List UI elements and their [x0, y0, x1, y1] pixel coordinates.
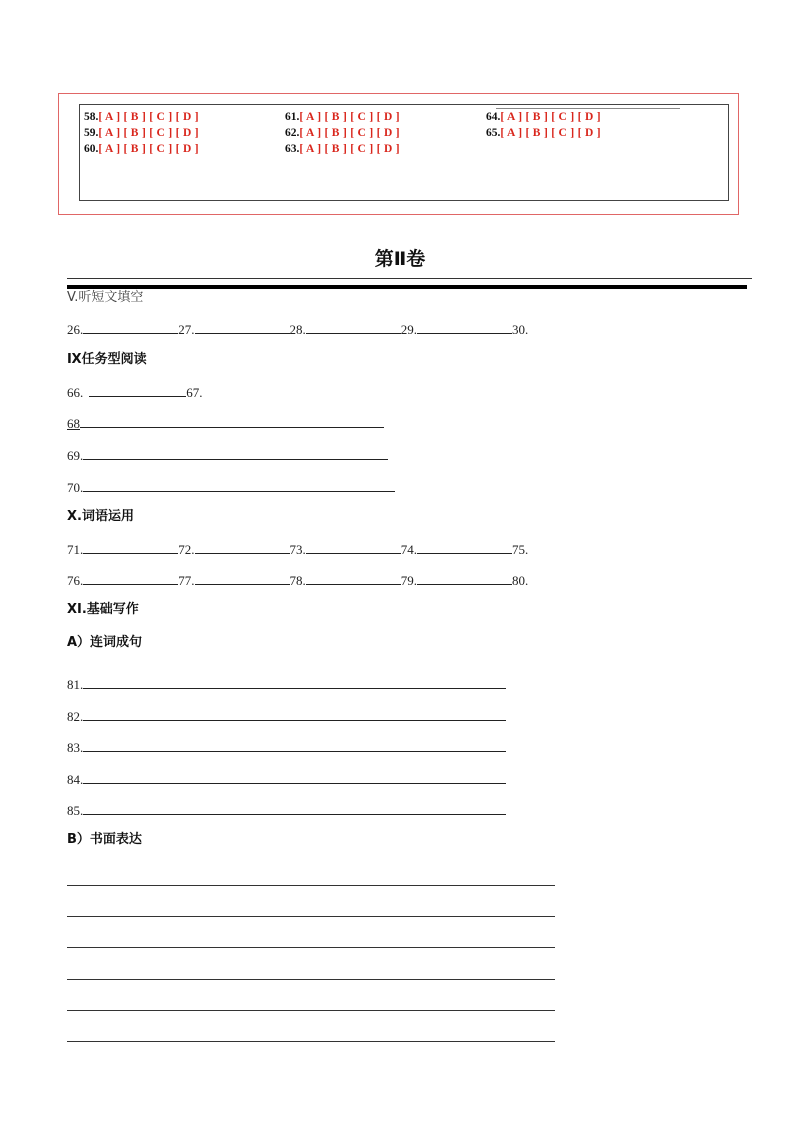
answer-blank: [83, 446, 388, 460]
question-number: 30.: [512, 322, 529, 337]
answer-blank: [306, 320, 401, 334]
question-number: 62.: [285, 127, 300, 139]
question-number: 71.: [67, 542, 84, 557]
sentence-line: [67, 770, 506, 788]
answer-blank: [83, 540, 178, 554]
question-number: 64.: [486, 111, 501, 123]
answer-options: [ A ] [ B ] [ C ] [ D ]: [98, 127, 199, 139]
question-number: 85.: [67, 803, 84, 818]
question-number: 26.: [67, 322, 84, 337]
section-task-reading-heading: Ⅸ任务型阅读: [67, 352, 147, 367]
section-listening-heading: V.听短文填空: [67, 290, 144, 305]
question-number: 83.: [67, 740, 84, 755]
essay-line: [67, 1010, 555, 1011]
answer-row: [285, 126, 400, 140]
answer-row: [486, 126, 601, 140]
answer-options: [ A ] [ B ] [ C ] [ D ]: [98, 111, 199, 123]
answer-row: [486, 110, 601, 124]
answer-row: [84, 110, 199, 124]
essay-line: [67, 947, 555, 948]
answer-blank: [195, 540, 290, 554]
answer-blank: [306, 571, 401, 585]
answer-options: [ A ] [ B ] [ C ] [ D ]: [500, 127, 601, 139]
answer-blank: [83, 320, 178, 334]
sentence-line: [67, 738, 506, 756]
vocab-answer-row-2: [67, 571, 528, 589]
task-line-70: [67, 478, 395, 496]
essay-line: [67, 916, 555, 917]
question-number: 80.: [512, 573, 529, 588]
answer-blank: [83, 801, 506, 815]
answer-blank: [83, 738, 506, 752]
answer-box-rule: [496, 108, 680, 109]
answer-blank: [195, 571, 290, 585]
question-number: 60.: [84, 143, 99, 155]
question-number: 27.: [178, 322, 195, 337]
sentence-line: [67, 675, 506, 693]
question-number: 75.: [512, 542, 529, 557]
answer-blank: [306, 540, 401, 554]
answer-blank: [83, 571, 178, 585]
answer-options: [ A ] [ B ] [ C ] [ D ]: [98, 143, 199, 155]
question-number: 67.: [186, 385, 203, 400]
question-number: 68: [67, 416, 80, 431]
answer-blank: [417, 571, 512, 585]
sentence-line: [67, 801, 506, 819]
answer-row: [84, 142, 199, 156]
answer-options: [ A ] [ B ] [ C ] [ D ]: [299, 143, 400, 155]
title-rule-thin: [67, 278, 752, 279]
answer-options: [ A ] [ B ] [ C ] [ D ]: [299, 127, 400, 139]
essay-line: [67, 979, 555, 980]
section-vocab-heading: X.词语运用: [67, 509, 134, 524]
task-reading-row: [67, 383, 203, 401]
question-number: 77.: [178, 573, 195, 588]
essay-line: [67, 885, 555, 886]
answer-blank: [417, 320, 512, 334]
question-number: 79.: [400, 573, 417, 588]
question-number: 78.: [289, 573, 306, 588]
question-number: 74.: [400, 542, 417, 557]
question-number: 65.: [486, 127, 501, 139]
answer-blank: [195, 320, 290, 334]
essay-line: [67, 1041, 555, 1042]
answer-blank: [89, 383, 186, 397]
question-number: 58.: [84, 111, 99, 123]
question-number: 63.: [285, 143, 300, 155]
answer-options: [ A ] [ B ] [ C ] [ D ]: [500, 111, 601, 123]
section-writing-heading: XI.基础写作: [67, 602, 139, 617]
question-number: 84.: [67, 771, 84, 787]
answer-blank: [83, 675, 506, 689]
question-number: 72.: [178, 542, 195, 557]
task-line-69: [67, 446, 388, 464]
question-number: 61.: [285, 111, 300, 123]
answer-row: [285, 110, 400, 124]
question-number: 70.: [67, 480, 84, 495]
question-number: 28.: [289, 322, 306, 337]
question-number: 59.: [84, 127, 99, 139]
writing-part-a-heading: A）连词成句: [67, 635, 143, 650]
answer-blank: [83, 478, 395, 492]
page-title: 第Ⅱ卷: [374, 248, 426, 270]
question-number: 82.: [67, 708, 84, 724]
question-number: 69.: [67, 448, 84, 463]
answer-row: [285, 142, 400, 156]
title-rule-thick: [67, 285, 747, 289]
answer-blank: [80, 414, 384, 428]
writing-part-b-heading: B）书面表达: [67, 832, 142, 847]
answer-blank: [417, 540, 512, 554]
answer-options: [ A ] [ B ] [ C ] [ D ]: [299, 111, 400, 123]
question-number: 66.: [67, 385, 84, 400]
listening-answer-row: [67, 320, 528, 338]
question-number: 73.: [289, 542, 306, 557]
answer-blank: [83, 770, 506, 784]
sentence-line: [67, 707, 506, 725]
task-line-68: [67, 414, 384, 432]
vocab-answer-row-1: [67, 540, 528, 558]
question-number: 76.: [67, 573, 84, 588]
question-number: 29.: [400, 322, 417, 337]
question-number: 81.: [67, 677, 84, 692]
answer-row: [84, 126, 199, 140]
answer-blank: [83, 707, 506, 721]
